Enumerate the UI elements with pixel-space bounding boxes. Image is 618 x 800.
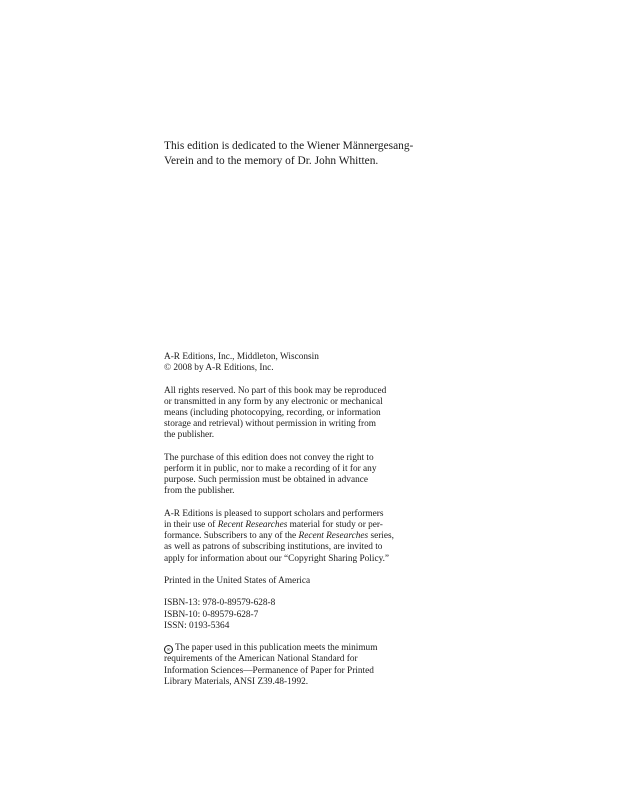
- purchase-notice: [164, 453, 424, 498]
- support-text: series,: [368, 531, 394, 542]
- issn: ISSN: 0193-5364: [164, 620, 230, 631]
- dedication-line: This edition is dedicated to the Wiener Männergesang-: [164, 140, 414, 152]
- support-notice: [164, 509, 424, 565]
- dedication-line: Verein and to the memory of Dr. John Whitten.: [164, 155, 379, 167]
- printed-line: Printed in the United States of America: [164, 576, 311, 586]
- support-text: in their use of: [164, 520, 218, 530]
- purchase-line: The purchase of this edition does not convey the right to: [164, 452, 374, 463]
- paper-line: [164, 643, 424, 654]
- printed-in: [164, 576, 424, 587]
- rights-line: the publisher.: [164, 430, 215, 441]
- support-text: formance. Subscribers to any of the: [164, 531, 299, 542]
- dedication: [164, 139, 424, 169]
- series-title: Recent Researches: [298, 531, 369, 542]
- paper-line: requirements of the American National Standard for: [164, 654, 358, 665]
- support-line: [164, 520, 424, 531]
- rights-notice: [164, 386, 424, 442]
- publisher-info: [164, 352, 424, 374]
- paper-line: Library Materials, ANSI Z39.48-1992.: [164, 676, 309, 687]
- support-line: apply for information about our “Copyright Sharing Policy.”: [164, 553, 390, 564]
- rights-line: All rights reserved. No part of this book may be reproduced: [164, 385, 387, 396]
- paper-notice: [164, 643, 424, 688]
- paper-line: Information Sciences—Permanence of Paper for Printed: [164, 665, 374, 676]
- purchase-line: purpose. Such permission must be obtained in advance: [164, 475, 368, 486]
- support-text: material for study or per-: [287, 520, 383, 530]
- rights-line: means (including photocopying, recording, or information: [164, 408, 381, 418]
- identifiers: [164, 598, 424, 632]
- support-line: as well as patrons of subscribing institutions, are invited to: [164, 542, 383, 553]
- isbn-13: ISBN-13: 978-0-89579-628-8: [164, 598, 276, 609]
- paper-text: The paper used in this publication meets the minimum: [175, 643, 378, 654]
- rights-line: storage and retrieval) without permission in writing from: [164, 419, 376, 430]
- copyright-page: [164, 352, 424, 699]
- permanent-paper-icon: ∞: [164, 645, 173, 654]
- support-line: A-R Editions is pleased to support scholars and performers: [164, 508, 384, 519]
- support-line: [164, 531, 424, 542]
- series-title: Recent Researches: [217, 520, 288, 530]
- rights-line: or transmitted in any form by any electronic or mechanical: [164, 396, 383, 407]
- copyright-line: © 2008 by A-R Editions, Inc.: [164, 363, 274, 374]
- purchase-line: perform it in public, nor to make a recording of it for any: [164, 464, 377, 474]
- publisher-line: A-R Editions, Inc., Middleton, Wisconsin: [164, 352, 319, 362]
- isbn-10: ISBN-10: 0-89579-628-7: [164, 609, 259, 620]
- purchase-line: from the publisher.: [164, 486, 235, 497]
